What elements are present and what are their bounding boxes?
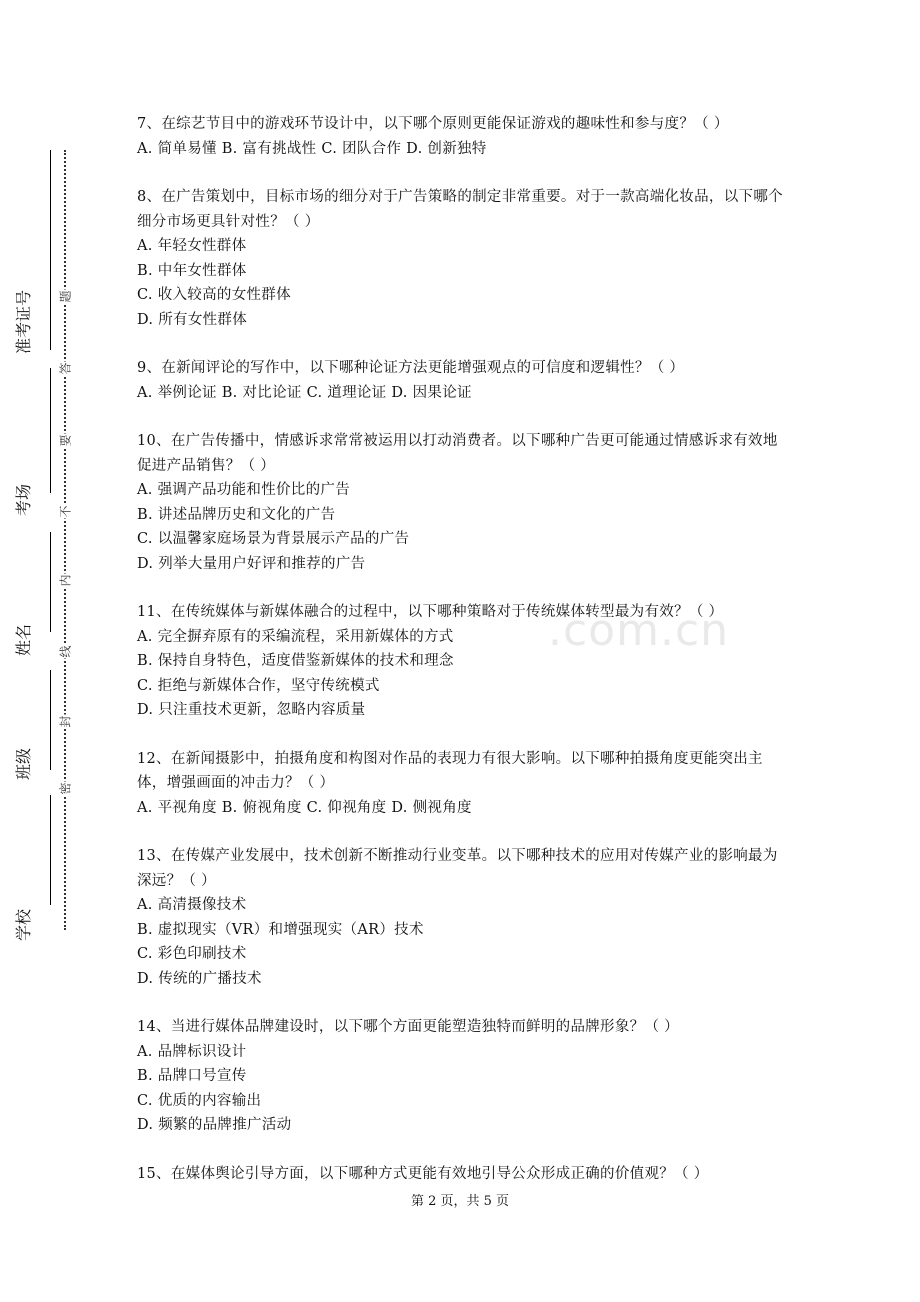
exam-room-label: 考场 (14, 483, 33, 516)
option-a: A. 高清摄像技术 (137, 897, 247, 913)
option-b: B. 保持自身特色，适度借鉴新媒体的技术和理念 (137, 653, 454, 669)
question-text: 15、在媒体舆论引导方面，以下哪种方式更能有效地引导公众形成正确的价值观？（ ） (137, 1165, 709, 1182)
option-c: C. 收入较高的女性群体 (137, 287, 291, 303)
question-12 (137, 747, 787, 821)
question-7 (137, 112, 787, 161)
option-a: A. 完全摒弃原有的采编流程，采用新媒体的方式 (137, 628, 454, 645)
blank-line (50, 368, 51, 493)
options-inline: A. 举例论证 B. 对比论证 C. 道理论证 D. 因果论证 (137, 384, 472, 401)
option-b: B. 品牌口号宣传 (137, 1068, 247, 1084)
question-list (137, 112, 787, 1210)
seal-char: 密 (58, 782, 73, 795)
option-d: D. 列举大量用户好评和推荐的广告 (137, 555, 366, 572)
option-d: D. 只注重技术更新，忽略内容质量 (137, 702, 366, 718)
option-b: B. 讲述品牌历史和文化的广告 (137, 506, 336, 523)
option-d: D. 所有女性群体 (137, 311, 248, 328)
seal-dotted-line (64, 150, 66, 930)
question-8 (137, 185, 787, 332)
question-text: 9、在新闻评论的写作中，以下哪种论证方法更能增强观点的可信度和逻辑性？（ ） (137, 360, 685, 376)
question-13 (137, 844, 787, 991)
question-text: 14、当进行媒体品牌建设时，以下哪个方面更能塑造独特而鲜明的品牌形象？（ ） (137, 1019, 679, 1035)
seal-char: 封 (58, 715, 73, 728)
seal-char: 内 (58, 574, 73, 587)
question-11 (137, 600, 787, 723)
question-10 (137, 429, 787, 576)
options-inline: A. 简单易懂 B. 富有挑战性 C. 团队合作 D. 创新独特 (137, 140, 487, 157)
option-c: C. 优质的内容输出 (137, 1092, 262, 1109)
option-a: A. 年轻女性群体 (137, 238, 247, 254)
question-14 (137, 1015, 787, 1138)
seal-char: 线 (58, 645, 73, 658)
option-c: C. 彩色印刷技术 (137, 946, 247, 962)
option-b: B. 中年女性群体 (137, 262, 247, 279)
question-text: 13、在传媒产业发展中，技术创新不断推动行业变革。以下哪种技术的应用对传媒产业的影响最为深远？（ ） (137, 848, 778, 889)
option-a: A. 品牌标识设计 (137, 1043, 247, 1060)
exam-number-label: 准考证号 (14, 289, 33, 354)
option-c: C. 以温馨家庭场景为背景展示产品的广告 (137, 531, 410, 547)
option-d: D. 频繁的品牌推广活动 (137, 1117, 292, 1133)
question-text: 8、在广告策划中，目标市场的细分对于广告策略的制定非常重要。对于一款高端化妆品，以下哪个细分市场更具针对性？（ ） (137, 189, 783, 230)
option-a: A. 强调产品功能和性价比的广告 (137, 482, 350, 498)
option-d: D. 传统的广播技术 (137, 970, 262, 987)
question-text: 11、在传统媒体与新媒体融合的过程中，以下哪种策略对于传统媒体转型最为有效？（ ） (137, 604, 724, 620)
binding-info-strip (16, 150, 48, 950)
seal-char: 答 (58, 362, 73, 375)
student-name-label: 姓名 (14, 623, 33, 656)
options-inline: A. 平视角度 B. 俯视角度 C. 仰视角度 D. 侧视角度 (137, 799, 472, 816)
question-text: 7、在综艺节目中的游戏环节设计中，以下哪个原则更能保证游戏的趣味性和参与度？（ ） (137, 116, 729, 132)
class-label: 班级 (14, 747, 33, 780)
school-label: 学校 (14, 908, 33, 941)
watermark: .com.cn (548, 605, 730, 656)
blank-line (50, 795, 51, 905)
blank-line (50, 150, 51, 350)
seal-char: 要 (58, 434, 73, 447)
question-text: 10、在广告传播中，情感诉求常常被运用以打动消费者。以下哪种广告更可能通过情感诉求有效地促进产品销售？（ ） (137, 433, 778, 474)
question-text: 12、在新闻摄影中，拍摄角度和构图对作品的表现力有很大影响。以下哪种拍摄角度更能突出主体，增强画面的冲击力？（ ） (137, 750, 763, 791)
blank-line (50, 532, 51, 632)
seal-char: 题 (58, 290, 73, 303)
question-9 (137, 356, 787, 405)
option-b: B. 虚拟现实（VR）和增强现实（AR）技术 (137, 921, 424, 938)
option-c: C. 拒绝与新媒体合作，坚守传统模式 (137, 677, 380, 694)
seal-char: 不 (58, 505, 73, 518)
page-footer: 第 2 页，共 5 页 (410, 1194, 510, 1209)
blank-line (50, 670, 51, 770)
question-15 (137, 1162, 787, 1187)
